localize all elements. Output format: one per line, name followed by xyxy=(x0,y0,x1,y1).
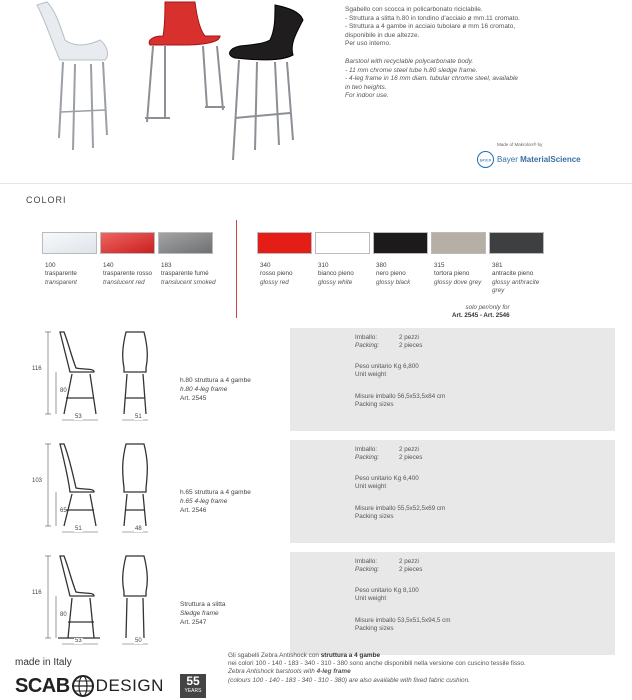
desc-en-line: For indoor use. xyxy=(345,92,389,100)
swatch-name-it: trasparente rosso xyxy=(103,270,153,278)
only-for-note xyxy=(452,304,510,320)
color-swatch xyxy=(257,232,312,254)
peso-label: Peso unitario xyxy=(355,587,392,594)
swatch-divider xyxy=(236,220,237,318)
packing-value: 2 pieces xyxy=(399,566,423,573)
desc-en-line: - 4-leg frame in 16 mm diam. tubular chrome steel, available xyxy=(345,75,519,83)
packing-sizes-label: Packing sizes xyxy=(355,625,394,632)
dimension-drawing xyxy=(28,440,178,540)
misure-label: Misure imballo xyxy=(355,393,396,400)
swatch-name-en: glossy dove grey xyxy=(434,278,482,286)
dimension-drawing xyxy=(28,328,178,428)
swatch-label xyxy=(318,262,378,287)
color-swatch xyxy=(431,232,486,254)
model-caption xyxy=(180,376,251,403)
packing-value: 2 pieces xyxy=(399,342,423,349)
dim-total-height: 116 xyxy=(32,366,42,372)
swatch-code: 140 xyxy=(103,262,114,269)
bayer-cross-icon xyxy=(477,151,494,168)
footer-en-b: 4-leg frame xyxy=(316,668,351,676)
bayer-logo-block xyxy=(477,140,627,180)
desc-it-line: - Struttura a 4 gambe in acciaio tubolare ø mm 16 cromato, xyxy=(345,23,516,31)
color-swatch xyxy=(42,232,97,254)
imballo-label: Imballo: xyxy=(355,558,378,565)
swatch-name-it: tortora pieno xyxy=(434,270,470,278)
made-of-text: Made of Makrolon® by xyxy=(497,142,543,147)
swatch-code: 310 xyxy=(318,262,329,269)
desc-it-line: - Struttura a slitta h.80 in tondino d'acciaio ø mm.11 cromato. xyxy=(345,14,520,22)
peso-value: Kg 8,100 xyxy=(393,587,419,594)
unit-weight-label: Unit weight xyxy=(355,595,387,602)
peso-value: Kg 6,800 xyxy=(393,363,419,370)
peso-label: Peso unitario xyxy=(355,475,392,482)
model-name-en: h.80 4-leg frame xyxy=(180,386,228,393)
colori-title: COLORI xyxy=(26,195,67,205)
imballo-value: 2 pezzi xyxy=(399,334,419,341)
swatch-label xyxy=(376,262,436,287)
packing-spec-box xyxy=(290,552,615,655)
footer-note xyxy=(228,652,628,685)
only-for-arts: Art. 2545 - Art. 2546 xyxy=(452,312,510,319)
packing-sizes-label: Packing sizes xyxy=(355,401,394,408)
peso-value: Kg 6,400 xyxy=(393,475,419,482)
dim-seat-height: 80 xyxy=(60,612,67,618)
years-number: 55 xyxy=(186,674,200,688)
swatch-name-it: trasparente fumé xyxy=(161,270,209,278)
desc-en-line: Barstool with recyclable polycarbonate body. xyxy=(345,57,474,65)
logo-scab-text: SCAB xyxy=(15,674,70,697)
swatch-name-en: translucent red xyxy=(103,278,145,286)
color-swatch xyxy=(373,232,428,254)
swatch-label xyxy=(45,262,105,287)
swatch-label xyxy=(103,262,163,287)
footer-it-a: Gli sgabelli Zebra Antishock con xyxy=(228,652,321,659)
model-caption xyxy=(180,600,226,627)
model-name-en: h.65 4-leg frame xyxy=(180,498,228,505)
globe-icon xyxy=(72,675,94,697)
color-swatch xyxy=(315,232,370,254)
color-swatch xyxy=(100,232,155,254)
desc-en-line: - 11 mm chrome steel tube h.80 sledge frame. xyxy=(345,66,478,74)
dim-total-height: 103 xyxy=(32,478,43,484)
stool-red-image xyxy=(145,2,225,122)
swatch-name-en: glossy white xyxy=(318,278,353,286)
swatch-label xyxy=(492,262,552,295)
swatch-name-it: nero pieno xyxy=(376,270,406,278)
misure-value: 53,5x51,5x94,5 cm xyxy=(397,617,451,624)
packing-label: Packing: xyxy=(355,566,380,573)
unit-weight-label: Unit weight xyxy=(355,483,387,490)
dim-front-width: 53 xyxy=(75,414,82,420)
made-in-italy: made in Italy xyxy=(15,657,72,668)
dim-seat-height: 65 xyxy=(60,508,67,514)
imballo-value: 2 pezzi xyxy=(399,558,419,565)
swatch-name-en: translucent smoked xyxy=(161,278,216,286)
swatch-code: 340 xyxy=(260,262,271,269)
packing-sizes-label: Packing sizes xyxy=(355,513,394,520)
swatch-name-it: rosso pieno xyxy=(260,270,293,278)
product-photos xyxy=(25,0,325,165)
swatch-code: 315 xyxy=(434,262,445,269)
dim-seat-height: 80 xyxy=(60,388,67,394)
swatch-name-it: bianco pieno xyxy=(318,270,354,278)
model-caption xyxy=(180,488,251,515)
packing-value: 2 pieces xyxy=(399,454,423,461)
color-swatch xyxy=(158,232,213,254)
model-art: Art. 2545 xyxy=(180,395,207,402)
swatch-name-en: glossy black xyxy=(376,278,411,286)
years-label: YEARS xyxy=(184,688,202,694)
dim-front-width: 53 xyxy=(75,638,82,644)
footer-it-b: struttura a 4 gambe xyxy=(320,652,381,659)
swatch-label xyxy=(161,262,221,287)
model-art: Art. 2546 xyxy=(180,507,207,514)
packing-label: Packing: xyxy=(355,454,380,461)
unit-weight-label: Unit weight xyxy=(355,371,387,378)
model-name-en: Sledge frame xyxy=(180,610,219,617)
bayer-material-text: MaterialScience xyxy=(520,155,581,164)
swatch-name-it: trasparente xyxy=(45,270,77,278)
color-swatch xyxy=(489,232,544,254)
footer-en-c: (colours 100 - 140 - 183 - 340 - 310 - 380) are also available with fixed fabric cushion. xyxy=(228,676,470,684)
dim-side-width: 50 xyxy=(135,638,142,644)
swatch-label xyxy=(434,262,494,287)
stool-black-image xyxy=(230,5,303,160)
dim-total-height: 116 xyxy=(32,590,42,596)
dimension-drawing xyxy=(28,552,178,652)
swatch-code: 183 xyxy=(161,262,172,269)
model-name-it: h.65 struttura a 4 gambe xyxy=(180,489,251,496)
bayer-brand-text: Bayer xyxy=(497,155,521,164)
imballo-label: Imballo: xyxy=(355,446,378,453)
imballo-label: Imballo: xyxy=(355,334,378,341)
dim-front-width: 51 xyxy=(75,526,82,532)
model-name-it: Struttura a slitta xyxy=(180,601,226,608)
footer-it-c: nei colori 100 - 140 - 183 - 340 - 310 - 380 sono anche disponibili nella versione con cuscino tessile fisso. xyxy=(228,660,526,668)
years-badge xyxy=(180,674,206,698)
dim-side-width: 51 xyxy=(135,414,142,420)
packing-spec-box xyxy=(290,328,615,431)
packing-spec-box xyxy=(290,440,615,543)
desc-it-line: Sgabello con scocca in policarbonato riciclabile. xyxy=(345,6,483,13)
packing-label: Packing: xyxy=(355,342,380,349)
misure-value: 56,5x53,5x84 cm xyxy=(397,393,446,400)
swatch-code: 100 xyxy=(45,262,56,269)
peso-label: Peso unitario xyxy=(355,363,392,370)
swatch-name-en: glossy anthracite grey xyxy=(492,278,540,294)
swatch-name-en: transparent xyxy=(45,278,77,286)
product-description xyxy=(345,6,615,101)
desc-en-line: in two heights. xyxy=(345,83,387,91)
dim-side-width: 48 xyxy=(135,526,142,532)
imballo-value: 2 pezzi xyxy=(399,446,419,453)
section-divider xyxy=(0,183,632,184)
swatch-code: 381 xyxy=(492,262,503,269)
misure-label: Misure imballo xyxy=(355,505,396,512)
stool-transparent-image xyxy=(37,2,107,150)
desc-it-line: disponibile in due altezze. xyxy=(345,31,420,39)
swatch-code: 380 xyxy=(376,262,387,269)
swatch-name-it: antracite pieno xyxy=(492,270,534,278)
misure-label: Misure imballo xyxy=(355,617,396,624)
model-name-it: h.80 struttura a 4 gambe xyxy=(180,377,251,384)
only-for-text: solo per/only for xyxy=(465,304,510,311)
footer-en-a: Zebra Antishock barstools with xyxy=(228,668,317,676)
desc-it-line: Per uso interno. xyxy=(345,40,391,48)
misure-value: 55,5x52,5x69 cm xyxy=(397,505,446,512)
scab-design-logo xyxy=(15,674,164,698)
swatch-label xyxy=(260,262,320,287)
logo-design-text: DESIGN xyxy=(95,676,164,695)
bayer-logo-letters: BAYER xyxy=(479,158,492,163)
model-art: Art. 2547 xyxy=(180,619,207,626)
swatch-name-en: glossy red xyxy=(260,278,289,286)
